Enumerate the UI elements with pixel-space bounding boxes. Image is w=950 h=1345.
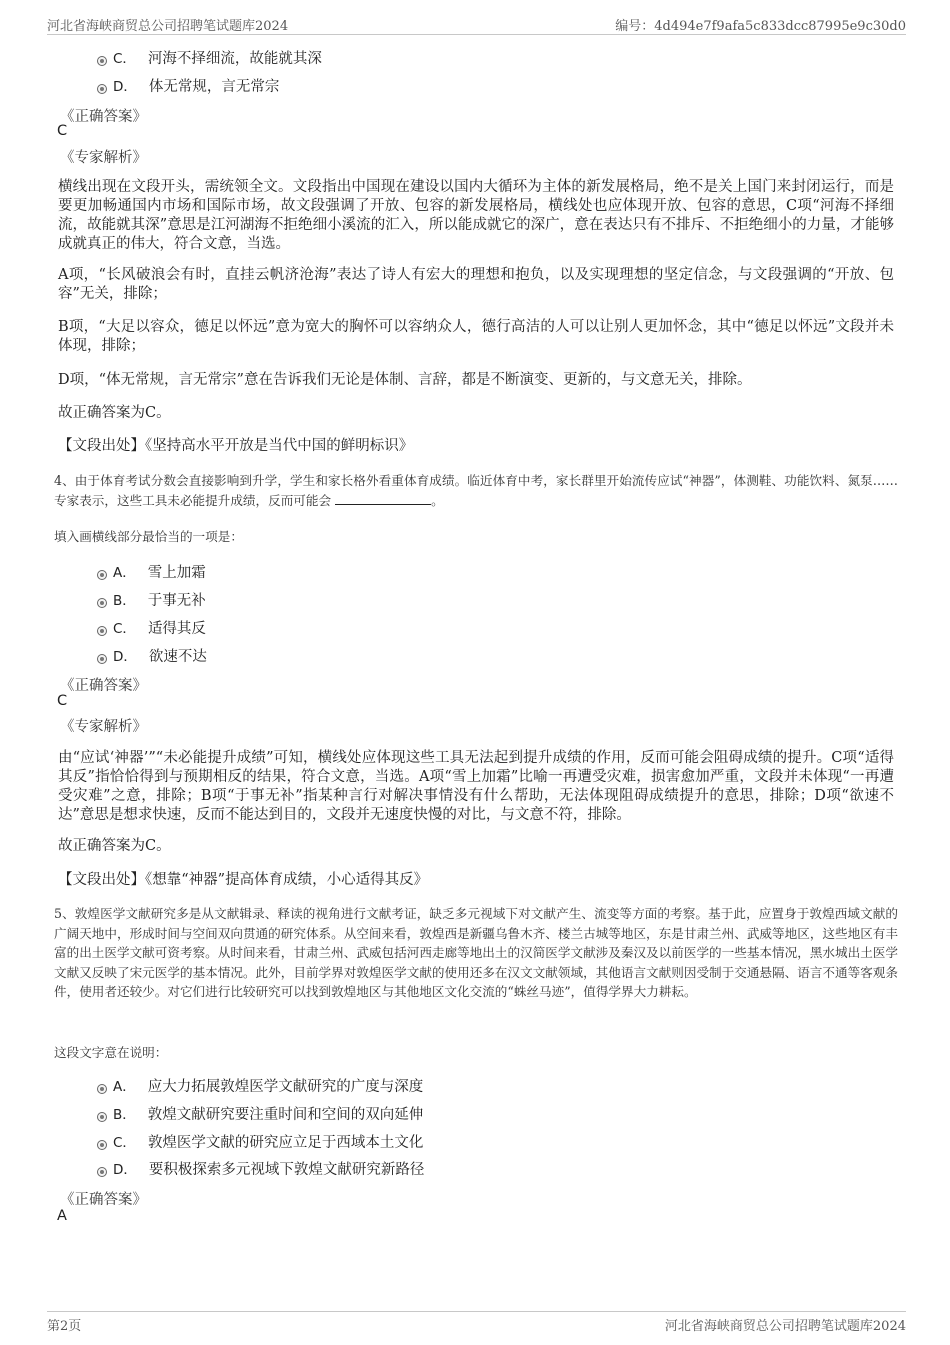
radio-icon[interactable] xyxy=(97,598,107,608)
option-d[interactable]: D． 欲速不达 xyxy=(97,645,207,665)
option-c[interactable]: C． 河海不择细流，故能就其深 xyxy=(97,47,322,67)
analysis-paragraph: 横线出现在文段开头，需统领全文。文段指出中国现在建设以国内大循环为主体的新发展格局，绝不是关上国门来封闭运行，而是要更加畅通国内市场和国际市场，故文段强调了开放、包容的新发展格局，横线处也应体现开放、包容的意思，C项“河海不择细流，故能就其深”意思是江河湖海不拒绝细小溪流的汇入，所以能成就它的深广，意在表达只有不排斥、不拒绝细小的力量，才能够成就真正的伟大，符合文意，当选。 xyxy=(58,179,894,252)
radio-icon[interactable] xyxy=(97,1084,107,1094)
analysis-label: 《专家解析》 xyxy=(60,150,147,166)
answer-blank xyxy=(335,492,431,505)
option-d[interactable]: D． 要积极探索多元视域下敦煌文献研究新路径 xyxy=(97,1158,424,1178)
answer-label: 《正确答案》 xyxy=(60,1192,147,1208)
answer-value: C xyxy=(57,693,68,709)
option-a[interactable]: A． 雪上加霜 xyxy=(97,561,206,581)
analysis-conclusion: 故正确答案为C。 xyxy=(58,838,171,854)
analysis-label: 《专家解析》 xyxy=(60,719,147,735)
answer-label: 《正确答案》 xyxy=(60,678,147,694)
question-4-stem: 4、由于体育考试分数会直接影响到升学，学生和家长格外看重体育成绩。临近体育中考，家长群里开始流传应试“神器”，体测鞋、功能饮料、氮泵……专家表示，这些工具未必能提升成绩，反而可能会 。 xyxy=(54,473,898,508)
question-4-prompt: 填入画横线部分最恰当的一项是： xyxy=(54,529,243,544)
analysis-paragraph: 由“应试‘神器’”“未必能提升成绩”可知，横线处应体现这些工具无法起到提升成绩的作用，反而可能会阻碍成绩的提升。C项“适得其反”指恰恰得到与预期相反的结果，符合文意，当选。A项“雪上加霜”比喻一再遭受灾难，损害愈加严重，文段并未体现“一再遭受灾难”之意，排除；B项“于事无补”指某种言行对解决事情没有什么帮助，无法体现阻碍成绩提升的意思，排除；D项“欲速不达”意思是想求快速，反而不能达到目的，文段并无速度快慢的对比，与文意不符，排除。 xyxy=(58,750,894,823)
radio-icon[interactable] xyxy=(97,654,107,664)
analysis-paragraph: B项，“大足以容众，德足以怀远”意为宽大的胸怀可以容纳众人，德行高洁的人可以让别人更加怀念，其中“德足以怀远”文段并未体现，排除； xyxy=(58,319,894,354)
radio-icon[interactable] xyxy=(97,626,107,636)
answer-value: A xyxy=(57,1208,67,1224)
option-c[interactable]: C． 适得其反 xyxy=(97,617,206,637)
source-citation: 【文段出处】《想靠“神器”提高体育成绩，小心适得其反》 xyxy=(58,872,429,888)
question-5-stem: 5、敦煌医学文献研究多是从文献辑录、释读的视角进行文献考证，缺乏多元视域下对文献产生、流变等方面的考察。基于此，应置身于敦煌西域文献的广阔天地中，形成时间与空间双向贯通的研究体系。从空间来看，敦煌西是新疆乌鲁木齐、楼兰古城等地区，东是甘肃兰州、武威等地区，这些地区有丰富的出土医学文献可资考察。从时间来看，甘肃兰州、武威包括河西走廊等地出土的汉简医学文献涉及秦汉及以前医学的一些基本情况，黑水城出土医学文献又反映了宋元医学的基本情况。此外，目前学界对敦煌医学文献的使用还多在汉文文献领域，其他语言文献则因受制于交通悬隔、语言不通等客观条件，使用者还较少。对它们进行比较研究可以找到敦煌地区与其他地区文化交流的“蛛丝马迹”，值得学界大力耕耘。 xyxy=(54,906,898,999)
radio-icon[interactable] xyxy=(97,56,107,66)
analysis-paragraph: A项，“长风破浪会有时，直挂云帆济沧海”表达了诗人有宏大的理想和抱负，以及实现理想的坚定信念，与文段强调的“开放、包容”无关，排除； xyxy=(58,267,894,302)
radio-icon[interactable] xyxy=(97,570,107,580)
question-5-prompt: 这段文字意在说明： xyxy=(54,1045,168,1060)
analysis-conclusion: 故正确答案为C。 xyxy=(58,405,171,421)
analysis-paragraph: D项，“体无常规，言无常宗”意在告诉我们无论是体制、言辞，都是不断演变、更新的，与文意无关，排除。 xyxy=(58,372,752,388)
radio-icon[interactable] xyxy=(97,1167,107,1177)
radio-icon[interactable] xyxy=(97,1140,107,1150)
page-footer xyxy=(47,1311,906,1336)
header-title: 河北省海峡商贸总公司招聘笔试题库2024 xyxy=(47,19,289,34)
radio-icon[interactable] xyxy=(97,84,107,94)
page-number: 第2页 xyxy=(47,1319,82,1334)
answer-value: C xyxy=(57,123,68,139)
radio-icon[interactable] xyxy=(97,1112,107,1122)
option-d[interactable]: D． 体无常规，言无常宗 xyxy=(97,75,279,95)
source-citation: 【文段出处】《坚持高水平开放是当代中国的鲜明标识》 xyxy=(58,438,414,454)
option-a[interactable]: A． 应大力拓展敦煌医学文献研究的广度与深度 xyxy=(97,1075,423,1095)
footer-title: 河北省海峡商贸总公司招聘笔试题库2024 xyxy=(664,1319,906,1334)
header-doc-id: 编号：4d494e7f9afa5c833dcc87995e9c30d0 xyxy=(615,19,906,34)
option-b[interactable]: B． 于事无补 xyxy=(97,589,206,609)
option-c[interactable]: C． 敦煌医学文献的研究应立足于西域本土文化 xyxy=(97,1131,423,1151)
answer-label: 《正确答案》 xyxy=(60,109,147,125)
option-b[interactable]: B． 敦煌文献研究要注重时间和空间的双向延伸 xyxy=(97,1103,423,1123)
page-header xyxy=(47,12,906,35)
